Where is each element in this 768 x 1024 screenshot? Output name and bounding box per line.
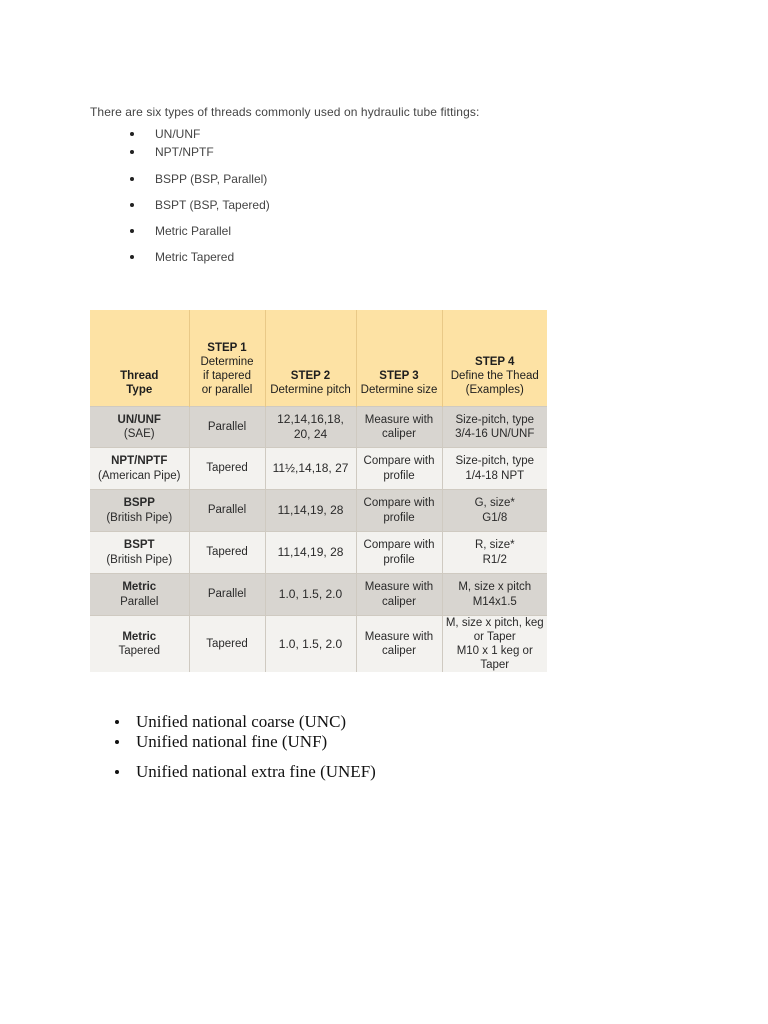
cell-pitch: 11,14,19, 28 — [265, 532, 356, 574]
header-line: Determine — [200, 355, 254, 368]
list-item-text: UN/UNF — [155, 127, 201, 141]
header-line: if tapered — [203, 369, 251, 382]
cell-line: Size-pitch, type — [455, 413, 535, 426]
cell-line: R, size* — [474, 539, 515, 552]
cell-pitch: 1.0, 1.5, 2.0 — [265, 616, 356, 673]
table-row — [90, 532, 547, 574]
cell-line: profile — [383, 553, 415, 566]
cell-line: profile — [383, 511, 415, 524]
table-row — [90, 448, 547, 490]
thread-name: BSPP — [123, 497, 155, 510]
header-step-2 — [265, 310, 356, 407]
cell-line: 3/4-16 UN/UNF — [455, 428, 535, 440]
cell-size — [356, 407, 442, 448]
header-line: Determine pitch — [270, 383, 351, 396]
bullet-icon — [130, 229, 134, 233]
cell-thread-type — [90, 448, 189, 490]
header-step-1 — [189, 310, 265, 407]
cell-line: caliper — [382, 645, 416, 658]
thread-name: BSPT — [123, 539, 155, 552]
thread-name: UN/UNF — [117, 413, 161, 426]
thread-note: (British Pipe) — [106, 553, 173, 566]
thread-note: (American Pipe) — [98, 469, 181, 482]
header-line: Define the Thead — [450, 369, 539, 382]
table-row — [90, 574, 547, 616]
table-row — [90, 490, 547, 532]
cell-size — [356, 448, 442, 490]
cell-example — [442, 448, 547, 490]
cell-line: Measure with — [364, 413, 434, 426]
bullet-icon — [130, 255, 134, 259]
thread-note: (British Pipe) — [106, 511, 173, 524]
cell-thread-type — [90, 407, 189, 448]
thread-note: (SAE) — [123, 428, 155, 440]
cell-thread-type — [90, 616, 189, 673]
cell-size — [356, 490, 442, 532]
cell-example — [442, 532, 547, 574]
cell-line: Compare with — [363, 539, 435, 552]
bullet-icon — [115, 770, 119, 774]
cell-line: M10 x 1 keg or Taper — [456, 645, 533, 672]
cell-line: Compare with — [363, 497, 435, 510]
cell-pitch: 1.0, 1.5, 2.0 — [265, 574, 356, 616]
thread-name: NPT/NPTF — [111, 455, 168, 468]
cell-line: profile — [383, 469, 415, 482]
cell-taper: Tapered — [189, 448, 265, 490]
header-step-4 — [442, 310, 547, 407]
list-item-text: Metric Tapered — [155, 250, 235, 264]
table-row — [90, 616, 547, 673]
cell-example — [442, 407, 547, 448]
cell-line: or Taper — [473, 631, 516, 644]
list-item-text: NPT/NPTF — [155, 145, 214, 159]
thread-name: Metric — [122, 631, 157, 644]
cell-line: Size-pitch, type — [455, 455, 535, 468]
table-header-row — [90, 310, 547, 407]
bullet-icon — [115, 720, 119, 724]
cell-size — [356, 532, 442, 574]
bullet-icon — [130, 132, 134, 136]
list-item-text: BSPP (BSP, Parallel) — [155, 172, 268, 186]
header-step-label: STEP 3 — [379, 369, 419, 382]
cell-line: G, size* — [474, 497, 515, 510]
header-line: or parallel — [201, 383, 253, 396]
table-row — [90, 407, 547, 448]
header-step-label: STEP 4 — [475, 355, 515, 368]
cell-pitch: 11,14,19, 28 — [265, 490, 356, 532]
cell-size — [356, 574, 442, 616]
header-thread-type — [90, 310, 189, 407]
cell-thread-type — [90, 490, 189, 532]
cell-line: 1/4-18 NPT — [465, 469, 525, 482]
bullet-icon — [130, 177, 134, 181]
header-step-label: STEP 1 — [207, 341, 247, 354]
list-item-text: Unified national fine (UNF) — [136, 732, 328, 751]
cell-taper: Tapered — [189, 532, 265, 574]
cell-line: M, size x pitch — [458, 581, 532, 594]
cell-size — [356, 616, 442, 673]
cell-example — [442, 616, 547, 673]
header-line: Determine size — [360, 383, 438, 396]
list-item-text: Metric Parallel — [155, 224, 232, 238]
list-item-text: Unified national coarse (UNC) — [136, 712, 347, 731]
cell-taper: Parallel — [189, 490, 265, 532]
bullet-icon — [130, 203, 134, 207]
bullet-icon — [115, 740, 119, 744]
thread-note: Tapered — [118, 645, 161, 658]
cell-line: G1/8 — [482, 511, 508, 524]
list-item-text: BSPT (BSP, Tapered) — [155, 198, 270, 212]
cell-line: R1/2 — [482, 553, 507, 566]
cell-thread-type — [90, 532, 189, 574]
cell-line: Measure with — [364, 581, 434, 594]
header-step-3 — [356, 310, 442, 407]
header-step-label: STEP 2 — [290, 369, 331, 382]
cell-line: Compare with — [363, 455, 435, 468]
cell-taper: Tapered — [189, 616, 265, 673]
cell-pitch: 12,14,16,18, 20, 24 — [265, 407, 356, 448]
cell-example — [442, 574, 547, 616]
cell-line: caliper — [382, 428, 416, 440]
intro-text: There are six types of threads commonly used on hydraulic tube fittings: — [90, 105, 480, 119]
cell-pitch: 11½,14,18, 27 — [265, 448, 356, 490]
thread-name: Metric — [122, 581, 157, 594]
cell-thread-type — [90, 574, 189, 616]
list-item-text: Unified national extra fine (UNEF) — [136, 762, 376, 781]
header-line: Thread — [120, 369, 159, 382]
cell-taper: Parallel — [189, 574, 265, 616]
cell-line: M14x1.5 — [472, 595, 517, 608]
thread-identification-table — [90, 310, 547, 672]
header-line: (Examples) — [465, 383, 524, 396]
cell-line: caliper — [382, 595, 416, 608]
thread-note: Parallel — [120, 595, 159, 608]
cell-example — [442, 490, 547, 532]
cell-line: M, size x pitch, keg — [445, 617, 544, 629]
header-line: Type — [126, 383, 153, 396]
bullet-icon — [130, 150, 134, 154]
cell-taper: Parallel — [189, 407, 265, 448]
cell-line: Measure with — [364, 631, 434, 644]
